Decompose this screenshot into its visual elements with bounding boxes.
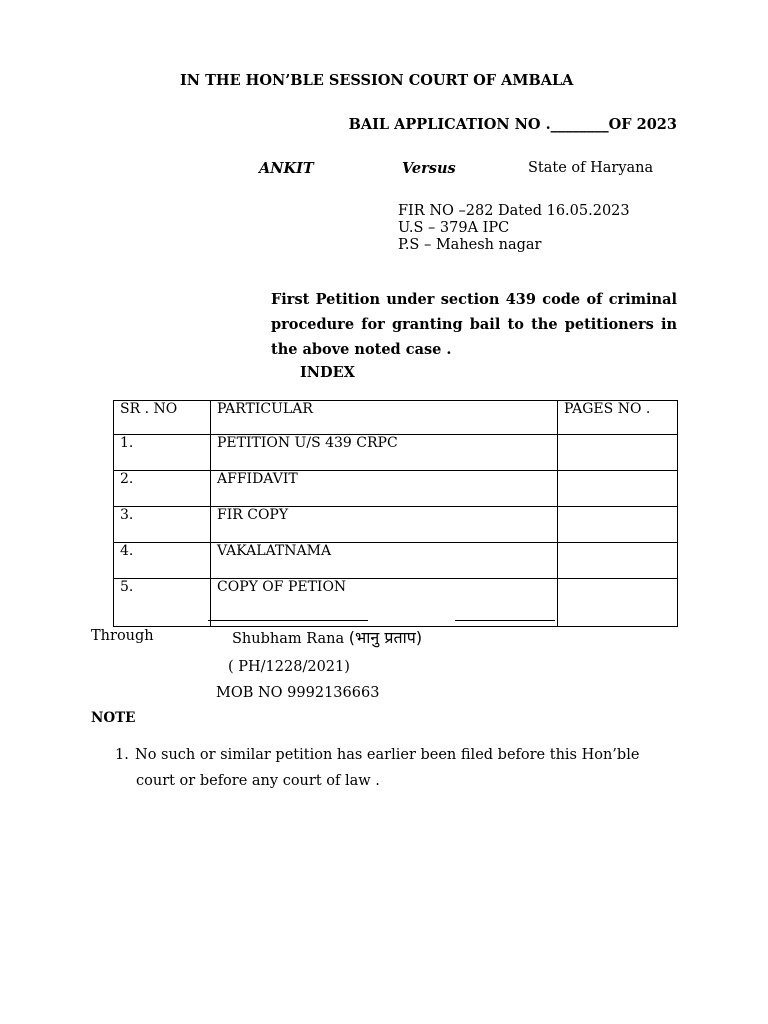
advocate-name: Shubham Rana xyxy=(232,631,345,647)
index-table xyxy=(113,400,678,627)
table-row xyxy=(114,543,678,579)
row-sr: 3. xyxy=(114,507,211,543)
row-pages xyxy=(558,543,678,579)
petitioner-name: ANKIT xyxy=(259,160,314,177)
row-sr: 2. xyxy=(114,471,211,507)
advocate-name-hindi: भानु प्रताप xyxy=(354,628,416,647)
petition-description: First Petition under section 439 code of criminal procedure for granting bail to the petitioners in the above noted case . xyxy=(271,291,677,358)
column-header-sr-no: SR . NO xyxy=(114,401,211,435)
row-particular: FIR COPY xyxy=(211,507,558,543)
advocate-name-hindi-wrapper: (भानु प्रताप) xyxy=(348,628,423,647)
police-station: P.S – Mahesh nagar xyxy=(398,237,542,253)
row-pages xyxy=(558,435,678,471)
enrolment-number: ( PH/1228/2021) xyxy=(228,659,350,675)
index-heading: INDEX xyxy=(300,364,355,381)
note-list xyxy=(115,742,677,794)
row-sr: 4. xyxy=(114,543,211,579)
row-pages xyxy=(558,579,678,627)
column-header-particular: PARTICULAR xyxy=(211,401,558,435)
row-sr: 1. xyxy=(114,435,211,471)
section-line: U.S – 379A IPC xyxy=(398,220,510,236)
note-heading: NOTE xyxy=(91,710,136,726)
through-label: Through xyxy=(91,628,154,644)
table-row xyxy=(114,579,678,627)
row-particular: COPY OF PETION xyxy=(211,579,558,627)
list-item xyxy=(115,742,677,794)
signature-line xyxy=(208,620,368,621)
column-header-pages-no: PAGES NO . xyxy=(558,401,678,435)
row-particular: AFFIDAVIT xyxy=(211,471,558,507)
advocate-name-line xyxy=(232,626,422,648)
versus-label: Versus xyxy=(402,160,456,177)
row-pages xyxy=(558,507,678,543)
court-title: IN THE HON’BLE SESSION COURT OF AMBALA xyxy=(180,72,574,89)
fir-number: FIR NO –282 Dated 16.05.2023 xyxy=(398,203,630,219)
table-header-row xyxy=(114,401,678,435)
respondent-name: State of Haryana xyxy=(528,160,654,176)
row-particular: VAKALATNAMA xyxy=(211,543,558,579)
mobile-number: MOB NO 9992136663 xyxy=(216,685,380,701)
signature-line xyxy=(455,620,555,621)
note-number: 1. xyxy=(115,747,129,763)
case-details xyxy=(398,203,630,254)
table-row xyxy=(114,435,678,471)
table-row xyxy=(114,507,678,543)
table-row xyxy=(114,471,678,507)
note-text-line2: court or before any court of law . xyxy=(136,773,380,789)
row-sr: 5. xyxy=(114,579,211,627)
bail-application-number: BAIL APPLICATION NO .________OF 2023 xyxy=(348,116,677,133)
note-text-line1: No such or similar petition has earlier been filed before this Hon’ble xyxy=(135,747,640,763)
row-particular: PETITION U/S 439 CRPC xyxy=(211,435,558,471)
row-pages xyxy=(558,471,678,507)
